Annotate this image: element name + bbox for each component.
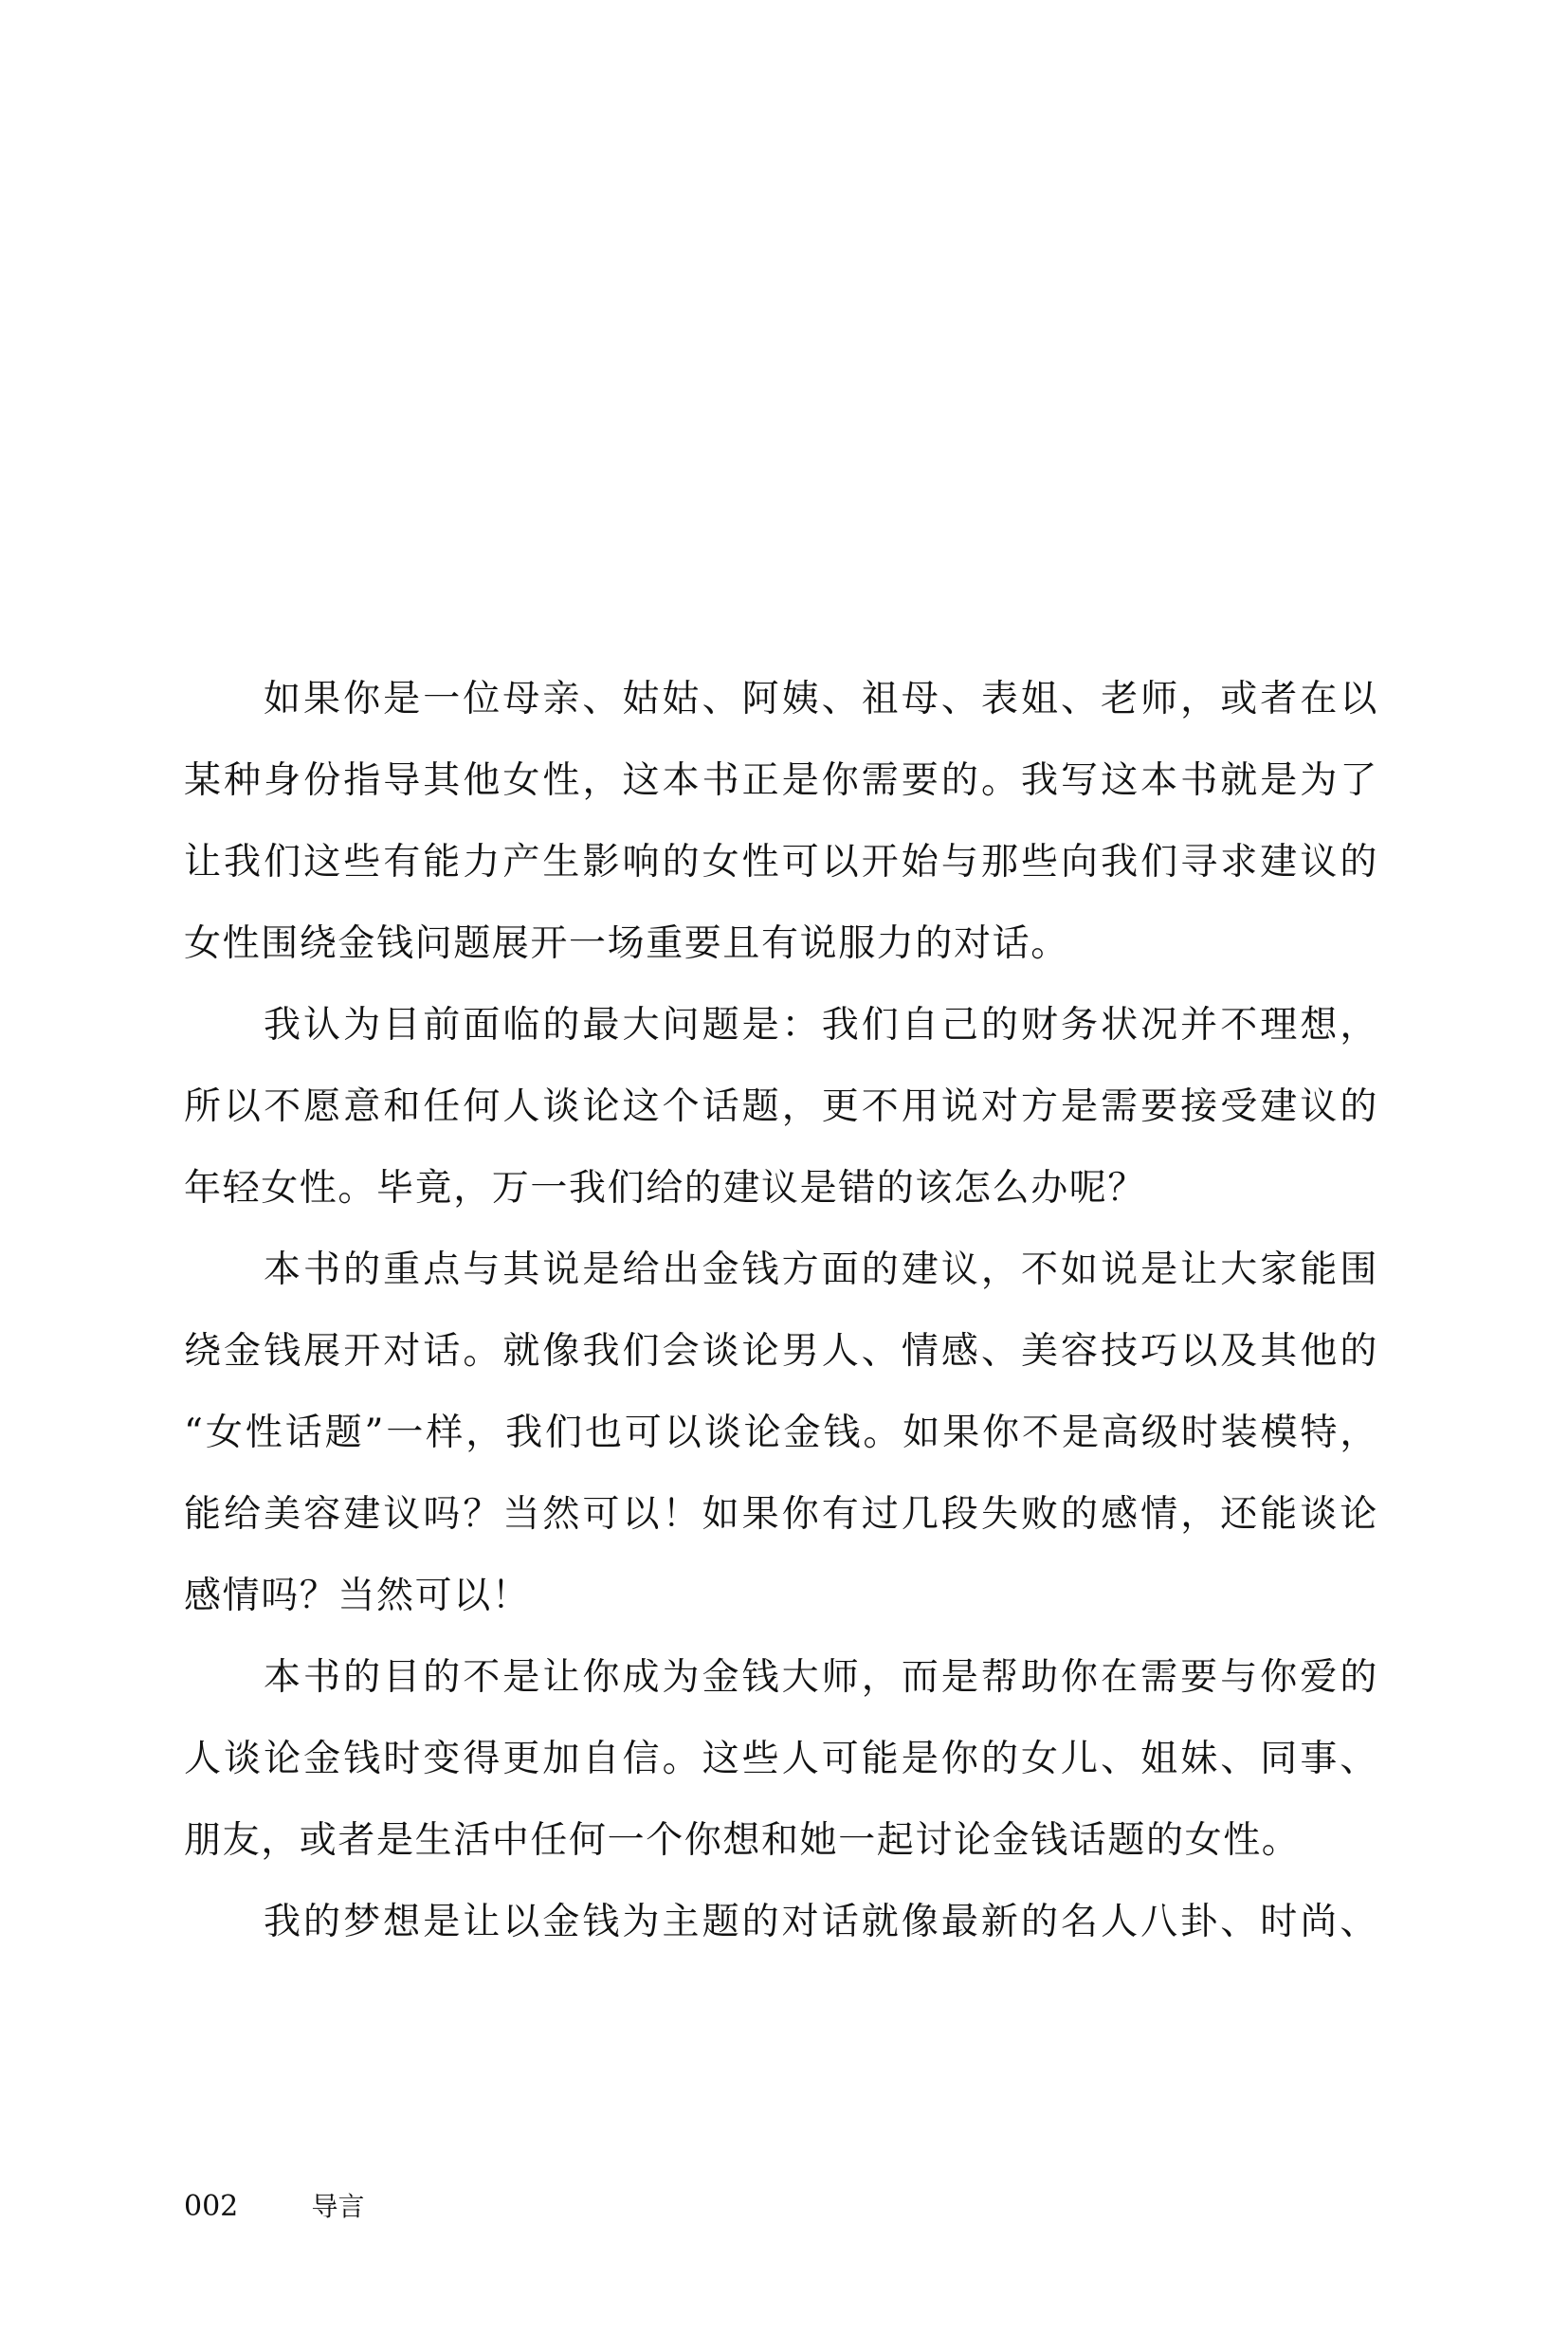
text-line	[184, 1393, 1378, 1474]
line-text: 我认为目前面临的最大问题是：我们自己的财务状况并不理想，	[264, 1004, 1378, 1047]
line-text: 本书的目的不是让你成为金钱大师，而是帮助你在需要与你爱的	[264, 1656, 1378, 1699]
line-text: 某种身份指导其他女性，这本书正是你需要的。我写这本书就是为了	[184, 759, 1378, 802]
line-text: 我的梦想是让以金钱为主题的对话就像最新的名人八卦、时尚、	[264, 1901, 1378, 1943]
text-line	[184, 740, 1378, 822]
text-line	[184, 1066, 1378, 1148]
text-line	[184, 1230, 1378, 1311]
line-text: 如果你是一位母亲、姑姑、阿姨、祖母、表姐、老师，或者在以	[264, 678, 1378, 720]
line-text: 朋友，或者是生活中任何一个你想和她一起讨论金钱话题的女性。	[184, 1819, 1301, 1862]
line-text: 本书的重点与其说是给出金钱方面的建议，不如说是让大家能围	[264, 1248, 1378, 1291]
page-body	[184, 659, 1378, 1963]
line-text: 感情吗？当然可以！	[184, 1575, 531, 1617]
text-line	[184, 1882, 1378, 1963]
text-line	[184, 903, 1378, 985]
text-line	[184, 1719, 1378, 1800]
line-text: “女性话题”一样，我们也可以谈论金钱。如果你不是高级时装模特，	[184, 1412, 1378, 1454]
line-text: 让我们这些有能力产生影响的女性可以开始与那些向我们寻求建议的	[184, 841, 1378, 884]
text-line	[184, 1556, 1378, 1637]
text-line	[184, 985, 1378, 1066]
text-line	[184, 1311, 1378, 1393]
page-number: 002	[184, 2190, 239, 2223]
line-text: 年轻女性。毕竟，万一我们给的建议是错的该怎么办呢？	[184, 1167, 1147, 1210]
line-text: 能给美容建议吗？当然可以！如果你有过几段失败的感情，还能谈论	[184, 1493, 1378, 1536]
text-line	[184, 1148, 1378, 1230]
running-title: 导言	[311, 2191, 365, 2222]
text-line	[184, 1637, 1378, 1719]
text-line	[184, 659, 1378, 740]
page-footer	[184, 2188, 365, 2226]
text-line	[184, 1800, 1378, 1882]
line-text: 女性围绕金钱问题展开一场重要且有说服力的对话。	[184, 922, 1069, 965]
line-text: 绕金钱展开对话。就像我们会谈论男人、情感、美容技巧以及其他的	[184, 1330, 1378, 1373]
text-line	[184, 822, 1378, 903]
text-line	[184, 1474, 1378, 1556]
line-text: 人谈论金钱时变得更加自信。这些人可能是你的女儿、姐妹、同事、	[184, 1738, 1378, 1780]
line-text: 所以不愿意和任何人谈论这个话题，更不用说对方是需要接受建议的	[184, 1085, 1378, 1128]
